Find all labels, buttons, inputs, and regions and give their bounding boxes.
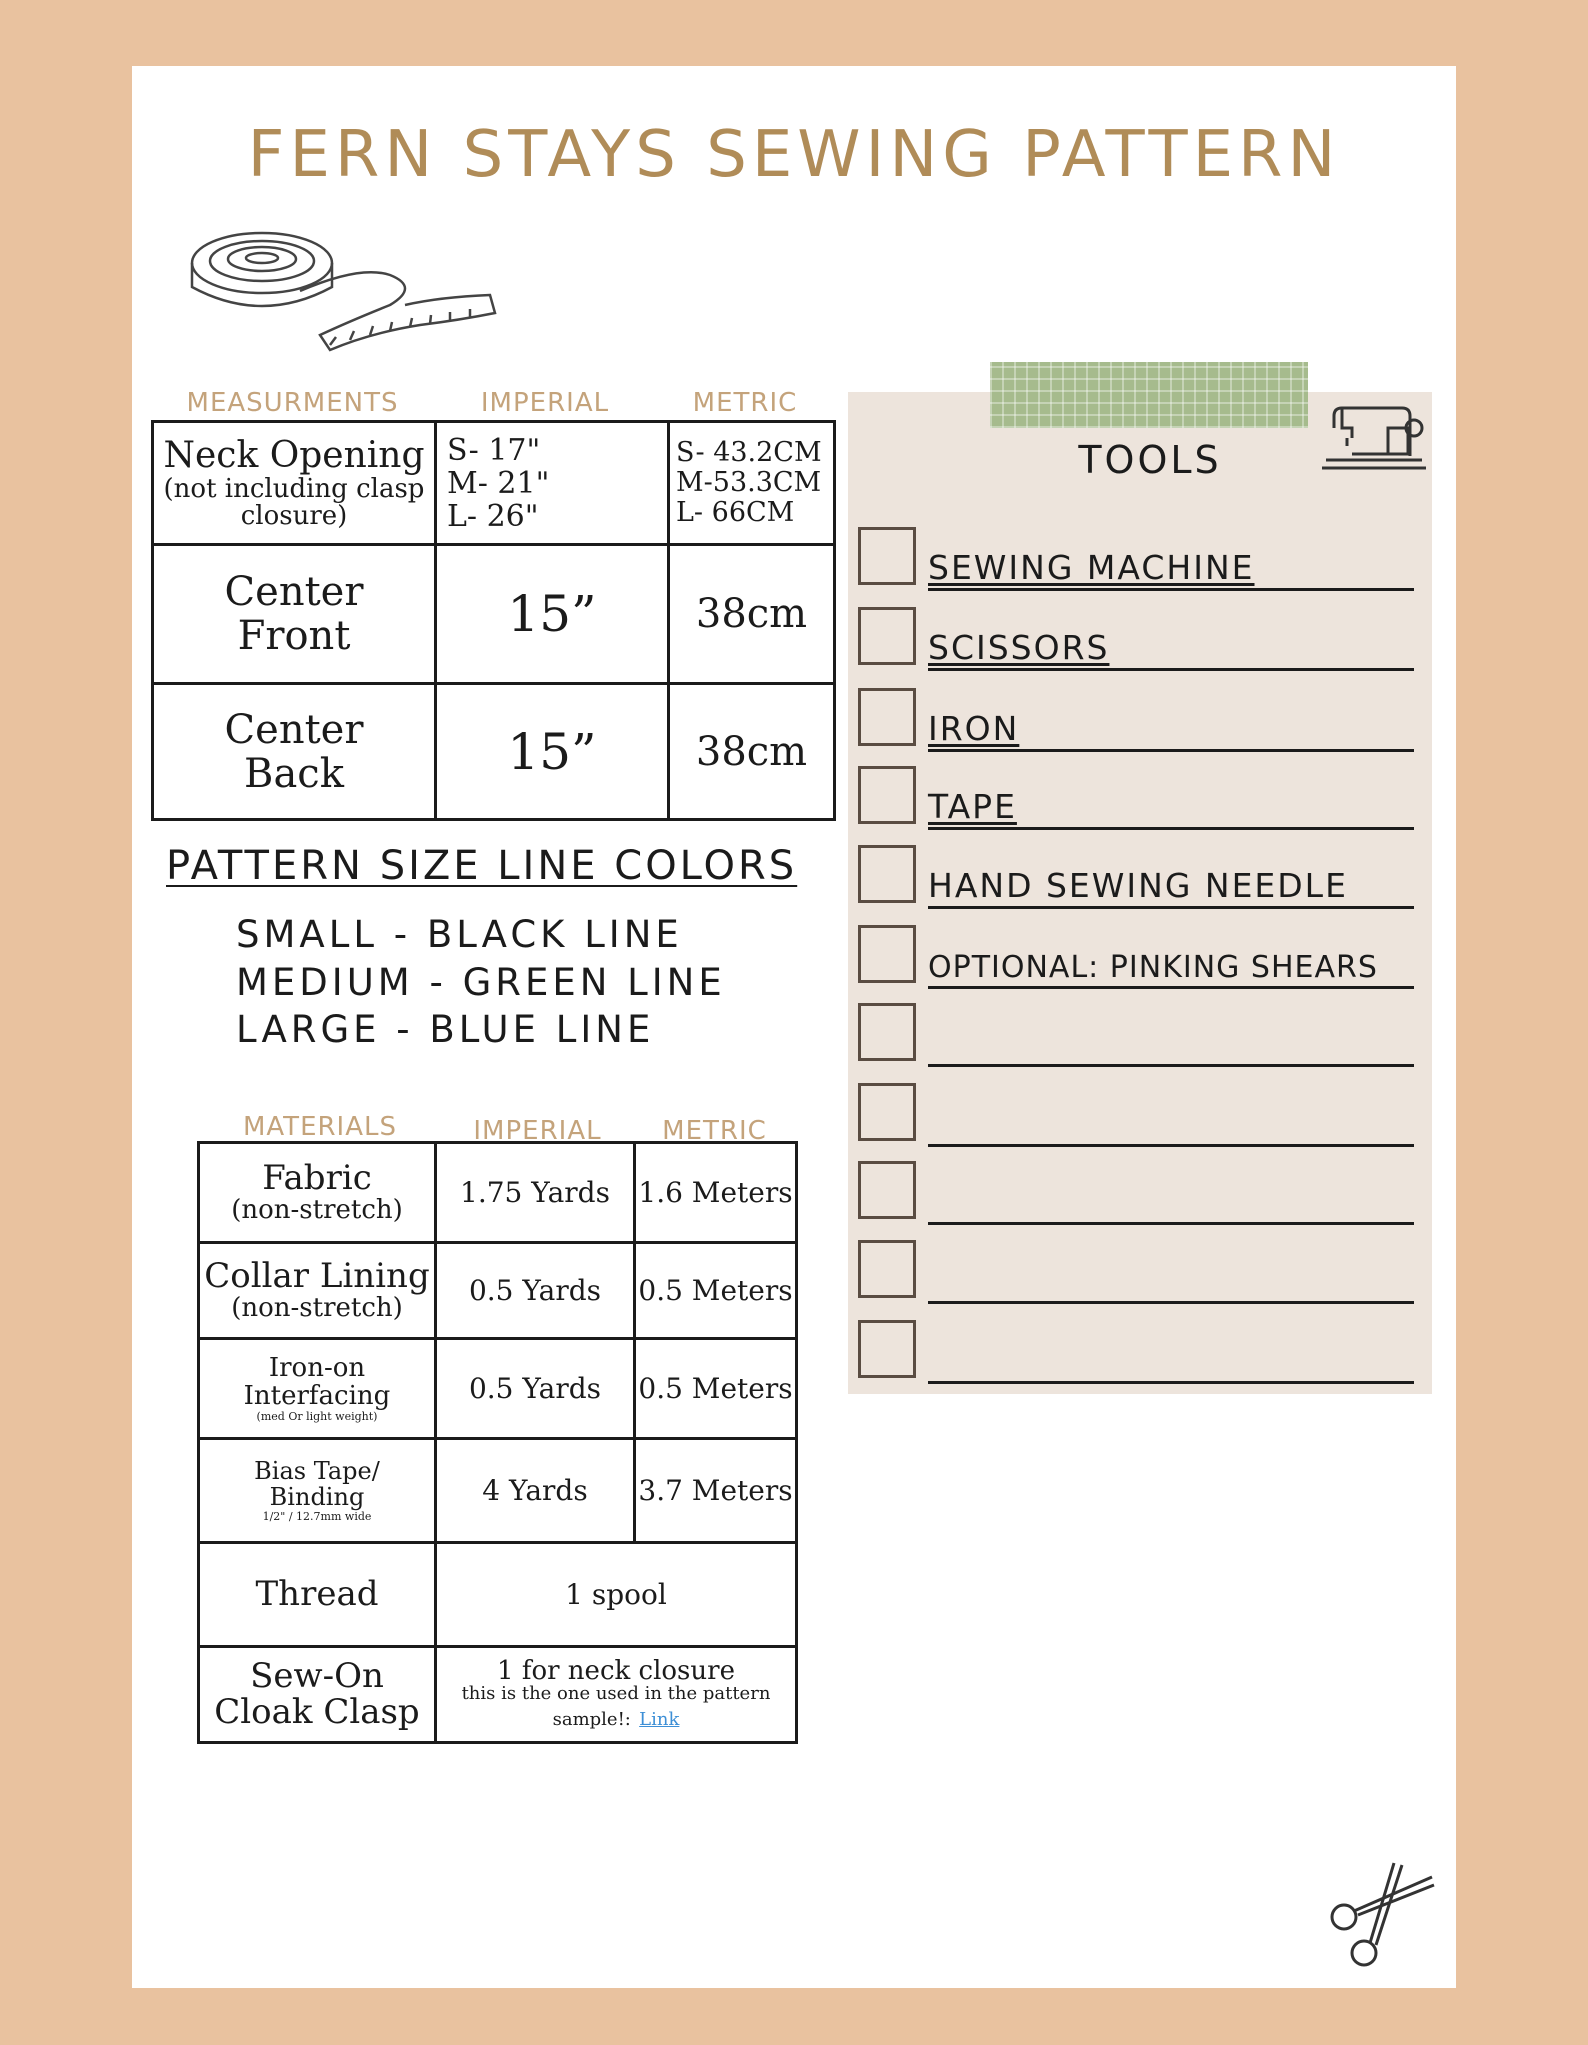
- tool-underline: [928, 827, 1414, 830]
- tool-checkbox[interactable]: [858, 1240, 916, 1298]
- collar-lining-imperial: 0.5 Yards: [436, 1243, 635, 1339]
- tool-checkbox[interactable]: [858, 845, 916, 903]
- interfacing-cell: [199, 1339, 436, 1439]
- center-back-imperial: 15”: [436, 684, 669, 820]
- neck-opening-label: Neck Opening: [163, 434, 425, 476]
- measuring-tape-icon: [190, 225, 500, 355]
- center-back-cell: [153, 684, 436, 820]
- fabric-cell: [199, 1143, 436, 1243]
- tool-checkbox[interactable]: [858, 607, 916, 665]
- tool-item: [858, 1083, 1414, 1153]
- neck-imperial-l: L- 26": [447, 498, 539, 534]
- tool-item: [858, 766, 1414, 836]
- tool-underline: [928, 668, 1414, 671]
- fabric-sublabel: (non-stretch): [231, 1194, 403, 1225]
- neck-imperial-m: M- 21": [447, 465, 550, 501]
- clasp-note-2: sample!:: [552, 1708, 631, 1730]
- table-row: [153, 422, 835, 545]
- neck-opening-sublabel: (not including clasp closure): [163, 473, 425, 531]
- collar-lining-metric: 0.5 Meters: [635, 1243, 797, 1339]
- bias-tape-label-1: Bias Tape/: [254, 1457, 380, 1486]
- tool-item: [858, 925, 1414, 995]
- neck-imperial-s: S- 17": [447, 432, 541, 468]
- tool-underline: [928, 1301, 1414, 1304]
- page-title: FERN STAYS SEWING PATTERN: [247, 118, 1341, 192]
- meas-header-measurements: MEASURMENTS: [186, 388, 399, 418]
- table-row: [199, 1647, 797, 1743]
- bias-tape-cell: [199, 1439, 436, 1543]
- tool-item: [858, 688, 1414, 758]
- clasp-link[interactable]: Link: [639, 1708, 680, 1730]
- scissors-icon: [1322, 1855, 1442, 1975]
- tool-underline: [928, 749, 1414, 752]
- meas-header-imperial: IMPERIAL: [480, 388, 610, 418]
- bias-tape-sublabel: 1/2" / 12.7mm wide: [262, 1509, 372, 1523]
- tool-label: OPTIONAL: PINKING SHEARS: [928, 950, 1378, 985]
- thread-label: Thread: [199, 1543, 436, 1647]
- interfacing-metric: 0.5 Meters: [635, 1339, 797, 1439]
- interfacing-label-2: Interfacing: [243, 1381, 391, 1412]
- tool-checkbox[interactable]: [858, 1083, 916, 1141]
- tool-item: [858, 1320, 1414, 1390]
- table-row: [153, 684, 835, 820]
- tool-item: [858, 1161, 1414, 1231]
- tool-item: [858, 607, 1414, 677]
- materials-header-imperial: IMPERIAL: [473, 1116, 602, 1146]
- table-row: [199, 1439, 797, 1543]
- tool-checkbox[interactable]: [858, 527, 916, 585]
- clasp-cell: [199, 1647, 436, 1743]
- tool-label: SEWING MACHINE: [928, 548, 1255, 587]
- tool-checkbox[interactable]: [858, 766, 916, 824]
- tool-checkbox[interactable]: [858, 925, 916, 983]
- clasp-note-1: this is the one used in the pattern: [461, 1683, 771, 1705]
- collar-lining-cell: [199, 1243, 436, 1339]
- collar-lining-sublabel: (non-stretch): [231, 1292, 403, 1323]
- clasp-value: 1 for neck closure: [497, 1655, 735, 1686]
- tool-label: HAND SEWING NEEDLE: [928, 866, 1348, 905]
- tool-item: [858, 1240, 1414, 1310]
- tool-item: [858, 1003, 1414, 1073]
- pattern-color-large: LARGE - BLUE LINE: [236, 1008, 655, 1051]
- tool-underline: [928, 1381, 1414, 1384]
- pattern-color-medium: MEDIUM - GREEN LINE: [236, 961, 726, 1004]
- center-front-metric: 38cm: [669, 545, 835, 684]
- tool-underline: [928, 588, 1414, 591]
- center-front-cell: [153, 545, 436, 684]
- interfacing-imperial: 0.5 Yards: [436, 1339, 635, 1439]
- tool-item: [858, 845, 1414, 915]
- fabric-label: Fabric: [262, 1158, 372, 1198]
- center-front-imperial: 15”: [436, 545, 669, 684]
- table-row: [199, 1143, 797, 1243]
- tool-underline: [928, 1064, 1414, 1067]
- center-front-label-2: Front: [237, 613, 351, 659]
- center-back-label-1: Center: [224, 706, 364, 753]
- tool-underline: [928, 1144, 1414, 1147]
- tools-title: TOOLS: [1078, 438, 1222, 482]
- center-back-metric: 38cm: [669, 684, 835, 820]
- center-back-label-2: Back: [244, 750, 344, 797]
- washi-tape-decoration: [990, 362, 1308, 428]
- tool-item: [858, 527, 1414, 597]
- table-row: [199, 1339, 797, 1439]
- clasp-value-cell: [436, 1647, 797, 1743]
- tool-underline: [928, 986, 1414, 989]
- tool-checkbox[interactable]: [858, 1003, 916, 1061]
- neck-opening-cell: [153, 422, 436, 545]
- bias-tape-label-2: Binding: [269, 1483, 365, 1512]
- fabric-imperial: 1.75 Yards: [436, 1143, 635, 1243]
- tool-checkbox[interactable]: [858, 1320, 916, 1378]
- bias-tape-imperial: 4 Yards: [436, 1439, 635, 1543]
- neck-metric-m: M-53.3CM: [676, 467, 822, 499]
- clasp-label-1: Sew-On: [250, 1655, 384, 1696]
- measurements-table: [151, 420, 836, 821]
- bias-tape-metric: 3.7 Meters: [635, 1439, 797, 1543]
- tool-underline: [928, 1222, 1414, 1225]
- materials-header-materials: MATERIALS: [242, 1112, 398, 1142]
- neck-metric-s: S- 43.2CM: [676, 437, 822, 469]
- interfacing-sublabel: (med Or light weight): [256, 1410, 378, 1424]
- table-row: [153, 545, 835, 684]
- clasp-label-2: Cloak Clasp: [214, 1691, 420, 1732]
- center-front-label-1: Center: [224, 569, 364, 615]
- meas-header-metric: METRIC: [692, 388, 798, 418]
- materials-header-metric: METRIC: [662, 1116, 767, 1146]
- pattern-color-small: SMALL - BLACK LINE: [236, 913, 683, 956]
- tool-underline: [928, 906, 1414, 909]
- neck-metric-l: L- 66CM: [676, 496, 795, 528]
- collar-lining-label: Collar Lining: [204, 1256, 430, 1296]
- tool-label: TAPE: [928, 787, 1017, 826]
- table-row: [199, 1543, 797, 1647]
- neck-imperial-cell: [436, 422, 669, 545]
- tool-checkbox[interactable]: [858, 1161, 916, 1219]
- tool-label: SCISSORS: [928, 628, 1110, 667]
- interfacing-label-1: Iron-on: [268, 1352, 366, 1383]
- fabric-metric: 1.6 Meters: [635, 1143, 797, 1243]
- pattern-colors-heading: PATTERN SIZE LINE COLORS: [166, 843, 798, 889]
- tool-checkbox[interactable]: [858, 688, 916, 746]
- materials-table: [197, 1141, 798, 1744]
- sewing-machine-icon: [1322, 398, 1426, 478]
- tool-label: IRON: [928, 709, 1020, 748]
- table-row: [199, 1243, 797, 1339]
- thread-value: 1 spool: [436, 1543, 797, 1647]
- neck-metric-cell: [669, 422, 835, 545]
